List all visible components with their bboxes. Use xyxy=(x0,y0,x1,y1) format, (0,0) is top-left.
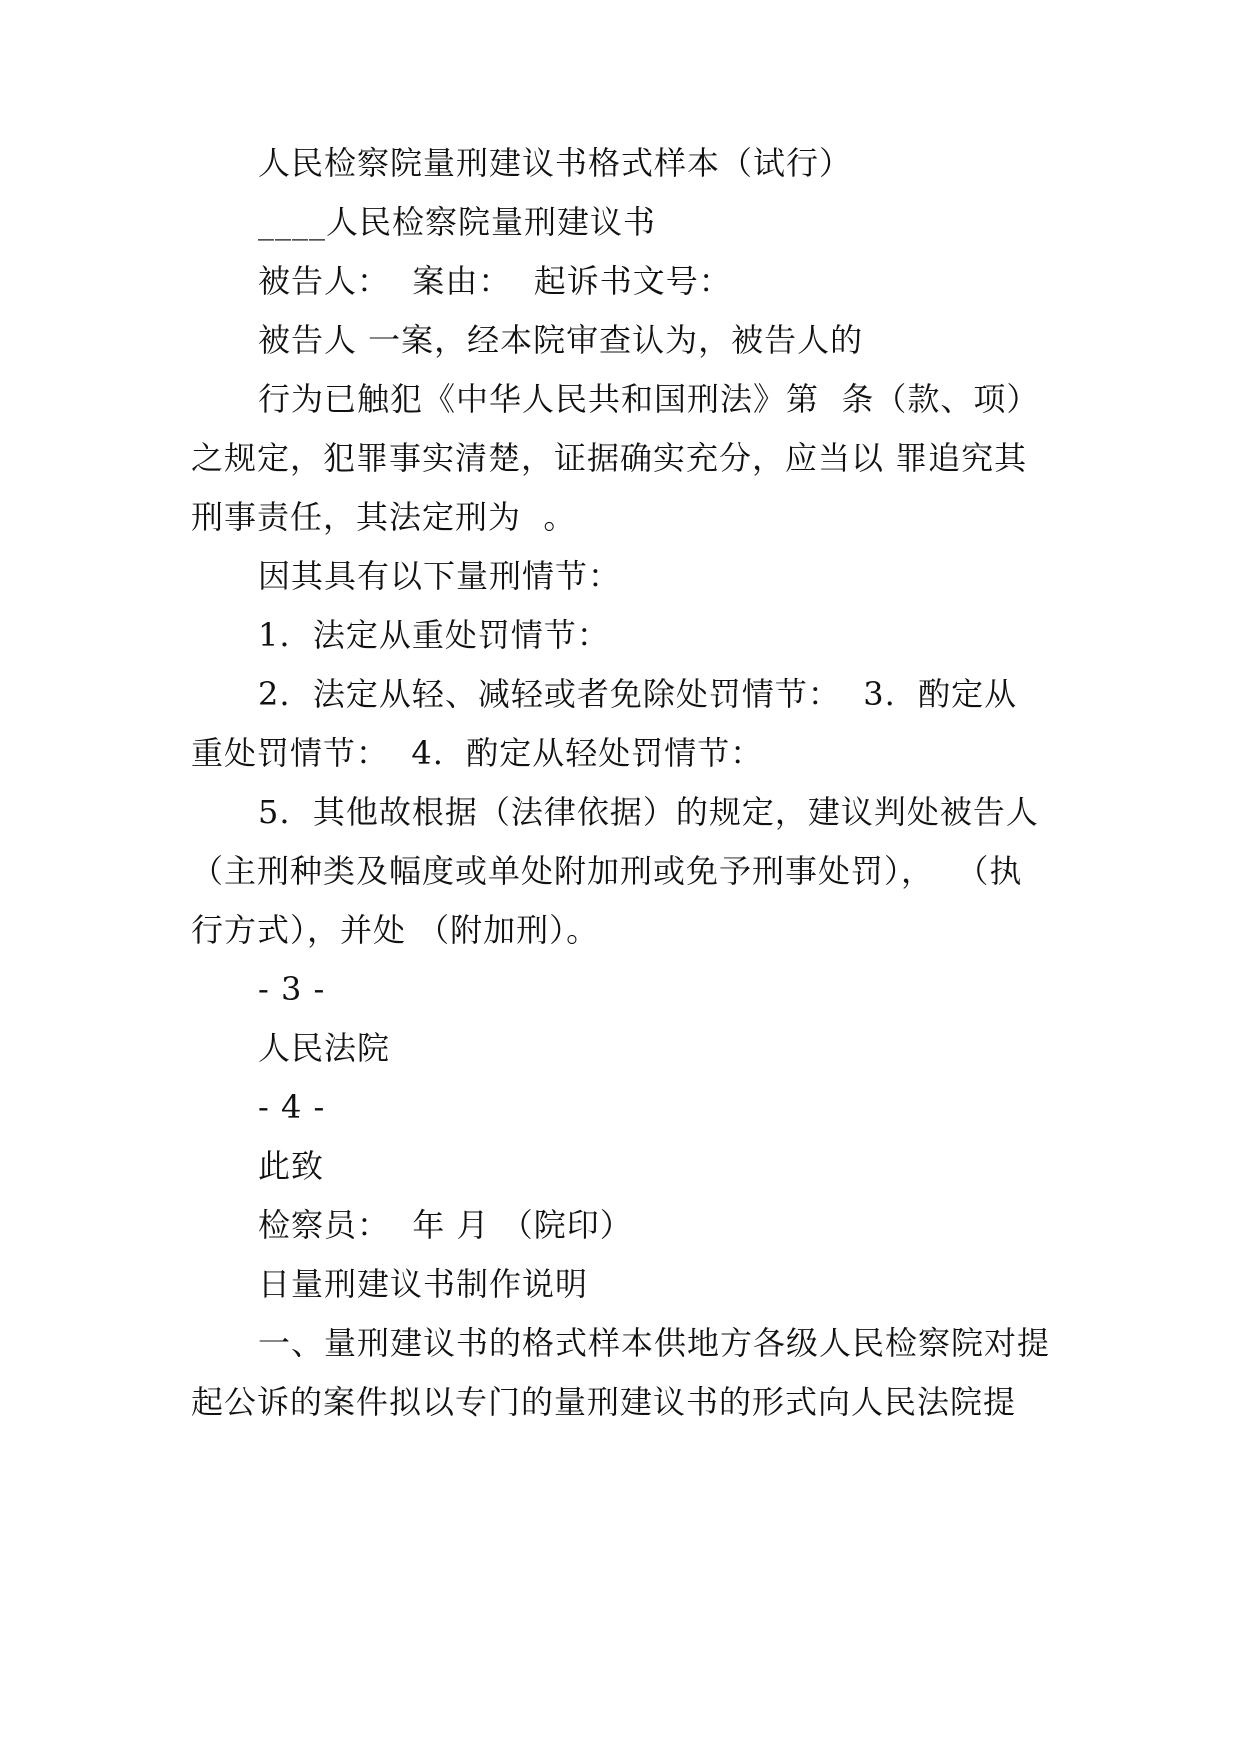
paragraph-line: 刑事责任，其法定刑为 。 xyxy=(191,498,577,536)
paragraph-line: 因其具有以下量刑情节： xyxy=(258,557,622,595)
page-number: - 3 - xyxy=(258,970,326,1008)
paragraph-line: 行为已触犯《中华人民共和国刑法》第 条（款、项） xyxy=(258,380,1040,418)
list-item: 1. 法定从重处罚情节： xyxy=(258,616,610,654)
page-number: - 4 - xyxy=(258,1088,326,1126)
paragraph-line: 一、量刑建议书的格式样本供地方各级人民检察院对提 xyxy=(258,1324,1051,1362)
paragraph-line: 之规定，犯罪事实清楚，证据确实充分，应当以 罪追究其 xyxy=(191,439,1028,477)
signature-line: 检察员： 年 月 （院印） xyxy=(258,1206,633,1244)
list-item-continuation: 重处罚情节： 4. 酌定从轻处罚情节： xyxy=(191,734,764,772)
list-item-continuation: （主刑种类及幅度或单处附加刑或免予刑事处罚）， （执 xyxy=(191,852,1023,890)
paragraph-line: 被告人 一案，经本院审查认为，被告人的 xyxy=(258,321,864,359)
closing-salutation: 此致 xyxy=(258,1147,325,1185)
document-subtitle: ____人民检察院量刑建议书 xyxy=(258,203,657,241)
list-item-continuation: 行方式），并处 （附加刑）。 xyxy=(191,911,600,949)
list-item: 2. 法定从轻、减轻或者免除处罚情节： 3. 酌定从 xyxy=(258,675,1018,713)
document-title: 人民检察院量刑建议书格式样本（试行） xyxy=(258,144,853,182)
court-name: 人民法院 xyxy=(258,1029,391,1067)
defendant-info-line: 被告人： 案由： 起诉书文号： xyxy=(258,262,732,300)
list-item: 5. 其他故根据（法律依据）的规定，建议判处被告人 xyxy=(258,793,1039,831)
instructions-title: 日量刑建议书制作说明 xyxy=(258,1265,589,1303)
paragraph-line: 起公诉的案件拟以专门的量刑建议书的形式向人民法院提 xyxy=(191,1383,1017,1421)
